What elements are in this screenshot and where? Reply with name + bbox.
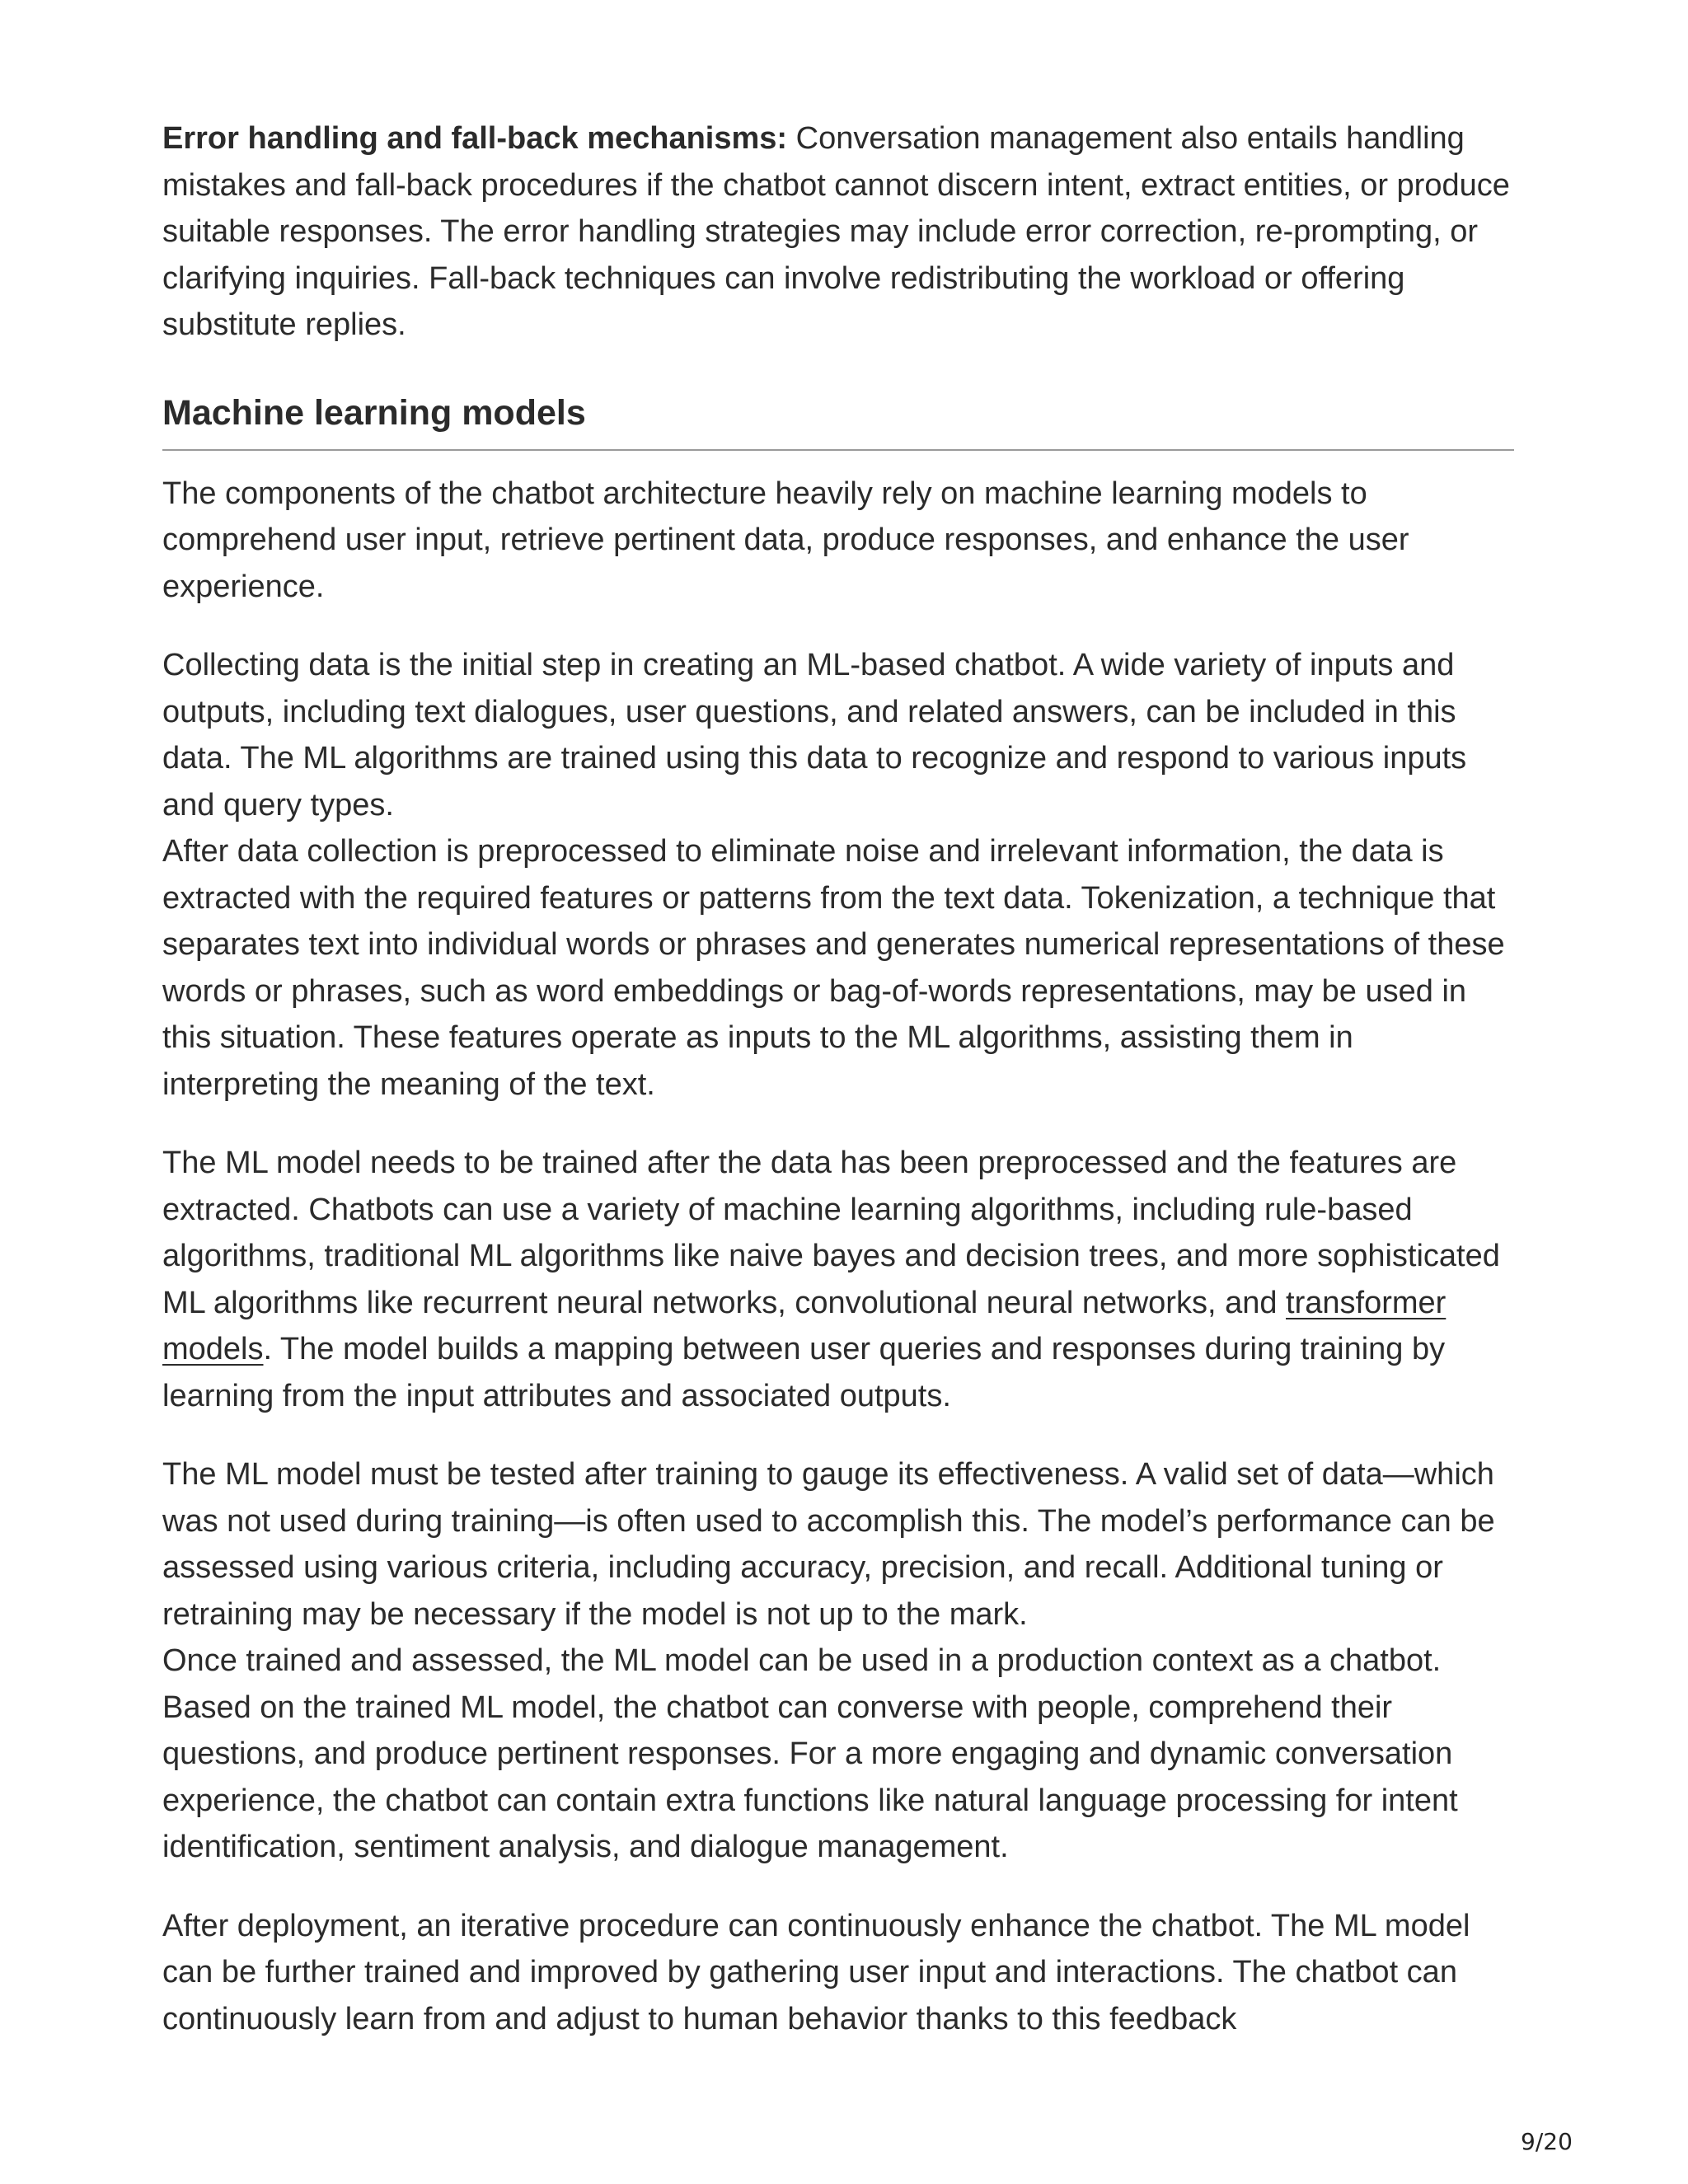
transformer-models-link[interactable]: transformer models [162, 1285, 1447, 1366]
ml-paragraph-7: After deployment, an iterative procedure can continuously enhance the chatbot. The ML model can be further trained and improved by gathering user input and interactions. The chatbot can continuously learn from and adjust to human behavior thanks to this feedback [162, 1908, 1470, 2036]
ml-paragraph-4-text-after: . The model builds a mapping between user queries and responses during training by learning from the input attributes and associated outputs. [162, 1332, 1446, 1413]
page-number: 9/20 [1521, 2128, 1573, 2155]
ml-paragraph-3: After data collection is preprocessed to eliminate noise and irrelevant information, the data is extracted with the required features or patterns from the text data. Tokenization, a technique that separates text into individual words or phrases and generates numerical representations of these words or phrases, such as word embeddings or bag-of-words representations, may be used in this situation. These features operate as inputs to the ML algorithms, assisting them in interpreting the meaning of the text. [162, 834, 1505, 1102]
error-handling-paragraph [162, 115, 1514, 349]
section-heading-machine-learning-models: Machine learning models [162, 388, 1514, 451]
ml-paragraph-5: The ML model must be tested after training to gauge its effectiveness. A valid set of data—which was not used during training—is often used to accomplish this. The model’s performance can be assessed using various criteria, including accuracy, precision, and recall. Additional tuning or retraining may be necessary if the model is not up to the mark. [162, 1457, 1495, 1632]
error-handling-lead: Error handling and fall-back mechanisms: [162, 121, 788, 156]
ml-paragraph-2: Collecting data is the initial step in creating an ML-based chatbot. A wide variety of inputs and outputs, including text dialogues, user questions, and related answers, can be included in this data. The ML algorithms are trained using this data to recognize and respond to various inputs and query types. [162, 648, 1467, 823]
document-page [162, 115, 1514, 2042]
ml-paragraph-6: Once trained and assessed, the ML model can be used in a production context as a chatbot. Based on the trained ML model, the chatbot can converse with people, comprehend their questions, and produce pertinent responses. For a more engaging and dynamic conversation experience, the chatbot can contain extra functions like natural language processing for intent identification, sentiment analysis, and dialogue management. [162, 1643, 1458, 1864]
ml-paragraph-4 [162, 1140, 1514, 1419]
ml-paragraph-4-text-before: The ML model needs to be trained after the data has been preprocessed and the features are extracted. Chatbots can use a variety of machine learning algorithms, including rule-based algorithms, traditional ML algorithms like naive bayes and decision trees, and more sophisticated ML algorithms like recurrent neural networks, convolutional neural networks, and [162, 1146, 1500, 1320]
ml-paragraph-1: The components of the chatbot architecture heavily rely on machine learning models to comprehend user input, retrieve pertinent data, produce responses, and enhance the user experience. [162, 476, 1409, 604]
error-handling-text: Conversation management also entails handling mistakes and fall-back procedures if the chatbot cannot discern intent, extract entities, or produce suitable responses. The error handling strategies may include error correction, re-prompting, or clarifying inquiries. Fall-back techniques can involve redistributing the workload or offering substitute replies. [162, 121, 1510, 342]
